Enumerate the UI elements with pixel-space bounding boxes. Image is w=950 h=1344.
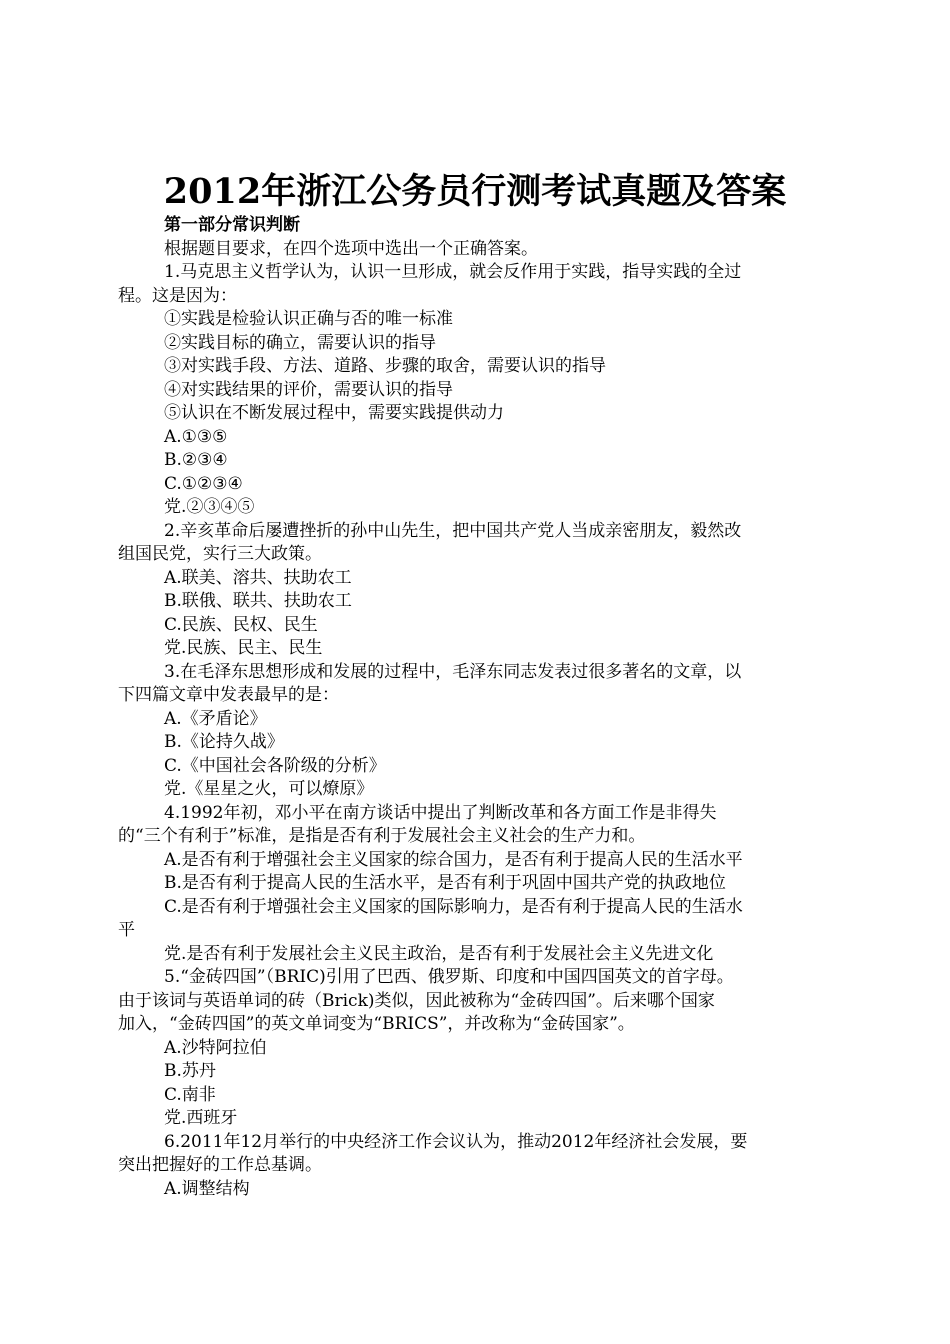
question-4-option-b: B.是否有利于提高人民的生活水平，是否有利于巩固中国共产党的执政地位 (164, 873, 726, 893)
question-5-stem-line-1: 5.“金砖四国”（BRIC)引用了巴西、俄罗斯、印度和中国四国英文的首字母。 (164, 967, 734, 987)
question-5-option-b: B.苏丹 (164, 1061, 216, 1081)
question-4-option-a: A.是否有利于增强社会主义国家的综合国力，是否有利于提高人民的生活水平 (164, 849, 743, 870)
question-1-option-a: A.①③⑤ (164, 426, 228, 447)
question-1-statement-1: ①实践是检验认识正确与否的唯一标准 (164, 309, 453, 329)
question-3-option-d: 党.《星星之火，可以燎原》 (164, 779, 374, 799)
question-3-option-b: B.《论持久战》 (164, 732, 284, 752)
question-2-stem-line-2: 组国民党，实行三大政策。 (118, 544, 322, 564)
question-5-option-d: 党.西班牙 (164, 1108, 238, 1128)
question-1-option-d: 党.②③④⑤ (164, 497, 255, 517)
question-6-option-a: A.调整结构 (164, 1178, 250, 1199)
question-2-option-a: A.联美、溶共、扶助农工 (164, 567, 352, 588)
question-2-stem-line-1: 2.辛亥革命后屡遭挫折的孙中山先生，把中国共产党人当成亲密朋友，毅然改 (164, 520, 742, 541)
question-5-stem-line-3: 加入，“金砖四国”的英文单词变为“BRICS”，并改称为“金砖国家”。 (118, 1014, 635, 1034)
question-3-stem-line-1: 3.在毛泽东思想形成和发展的过程中，毛泽东同志发表过很多著名的文章，以 (164, 661, 742, 682)
question-1-statement-4: ④对实践结果的评价，需要认识的指导 (164, 379, 453, 400)
document-body (118, 214, 834, 1201)
question-5-stem-line-2: 由于该词与英语单词的砖（Brick)类似，因此被称为“金砖四国”。后来哪个国家 (118, 990, 715, 1011)
question-4-stem-line-1: 4.1992年初，邓小平在南方谈话中提出了判断改革和各方面工作是非得失 (164, 802, 717, 823)
section-heading: 第一部分常识判断 (164, 215, 300, 235)
question-3-option-a: A.《矛盾论》 (164, 708, 267, 729)
question-1-statement-5: ⑤认识在不断发展过程中，需要实践提供动力 (164, 403, 504, 423)
question-4-option-d: 党.是否有利于发展社会主义民主政治，是否有利于发展社会主义先进文化 (164, 943, 714, 964)
question-1-option-b: B.②③④ (164, 450, 228, 470)
question-2-option-d: 党.民族、民主、民生 (164, 638, 323, 658)
document-title: 2012年浙江公务员行测考试真题及答案 (163, 171, 787, 212)
question-1-option-c: C.①②③④ (164, 473, 243, 494)
question-5-option-a: A.沙特阿拉伯 (164, 1037, 267, 1058)
question-1-stem-line-1: 1.马克思主义哲学认为，认识一旦形成，就会反作用于实践，指导实践的全过 (164, 262, 742, 282)
question-1-stem-line-2: 程。这是因为： (118, 285, 237, 306)
question-4-option-c-wrap: 平 (118, 920, 135, 940)
question-1-statement-3: ③对实践手段、方法、道路、步骤的取舍，需要认识的指导 (164, 356, 606, 376)
question-3-option-c: C.《中国社会各阶级的分析》 (164, 755, 386, 776)
question-2-option-c: C.民族、民权、民生 (164, 614, 318, 635)
question-4-option-c: C.是否有利于增强社会主义国家的国际影响力，是否有利于提高人民的生活水 (164, 896, 743, 917)
question-5-option-c: C.南非 (164, 1084, 216, 1105)
question-4-stem-line-2: 的“三个有利于”标准，是指是否有利于发展社会主义社会的生产力和。 (118, 826, 646, 846)
instruction: 根据题目要求，在四个选项中选出一个正确答案。 (164, 238, 538, 259)
question-3-stem-line-2: 下四篇文章中发表最早的是： (118, 685, 339, 705)
question-2-option-b: B.联俄、联共、扶助农工 (164, 591, 352, 611)
question-6-stem-line-2: 突出把握好的工作总基调。 (118, 1155, 322, 1175)
question-1-statement-2: ②实践目标的确立，需要认识的指导 (164, 332, 436, 353)
question-6-stem-line-1: 6.2011年12月举行的中央经济工作会议认为，推动2012年经济社会发展，要 (164, 1131, 748, 1152)
